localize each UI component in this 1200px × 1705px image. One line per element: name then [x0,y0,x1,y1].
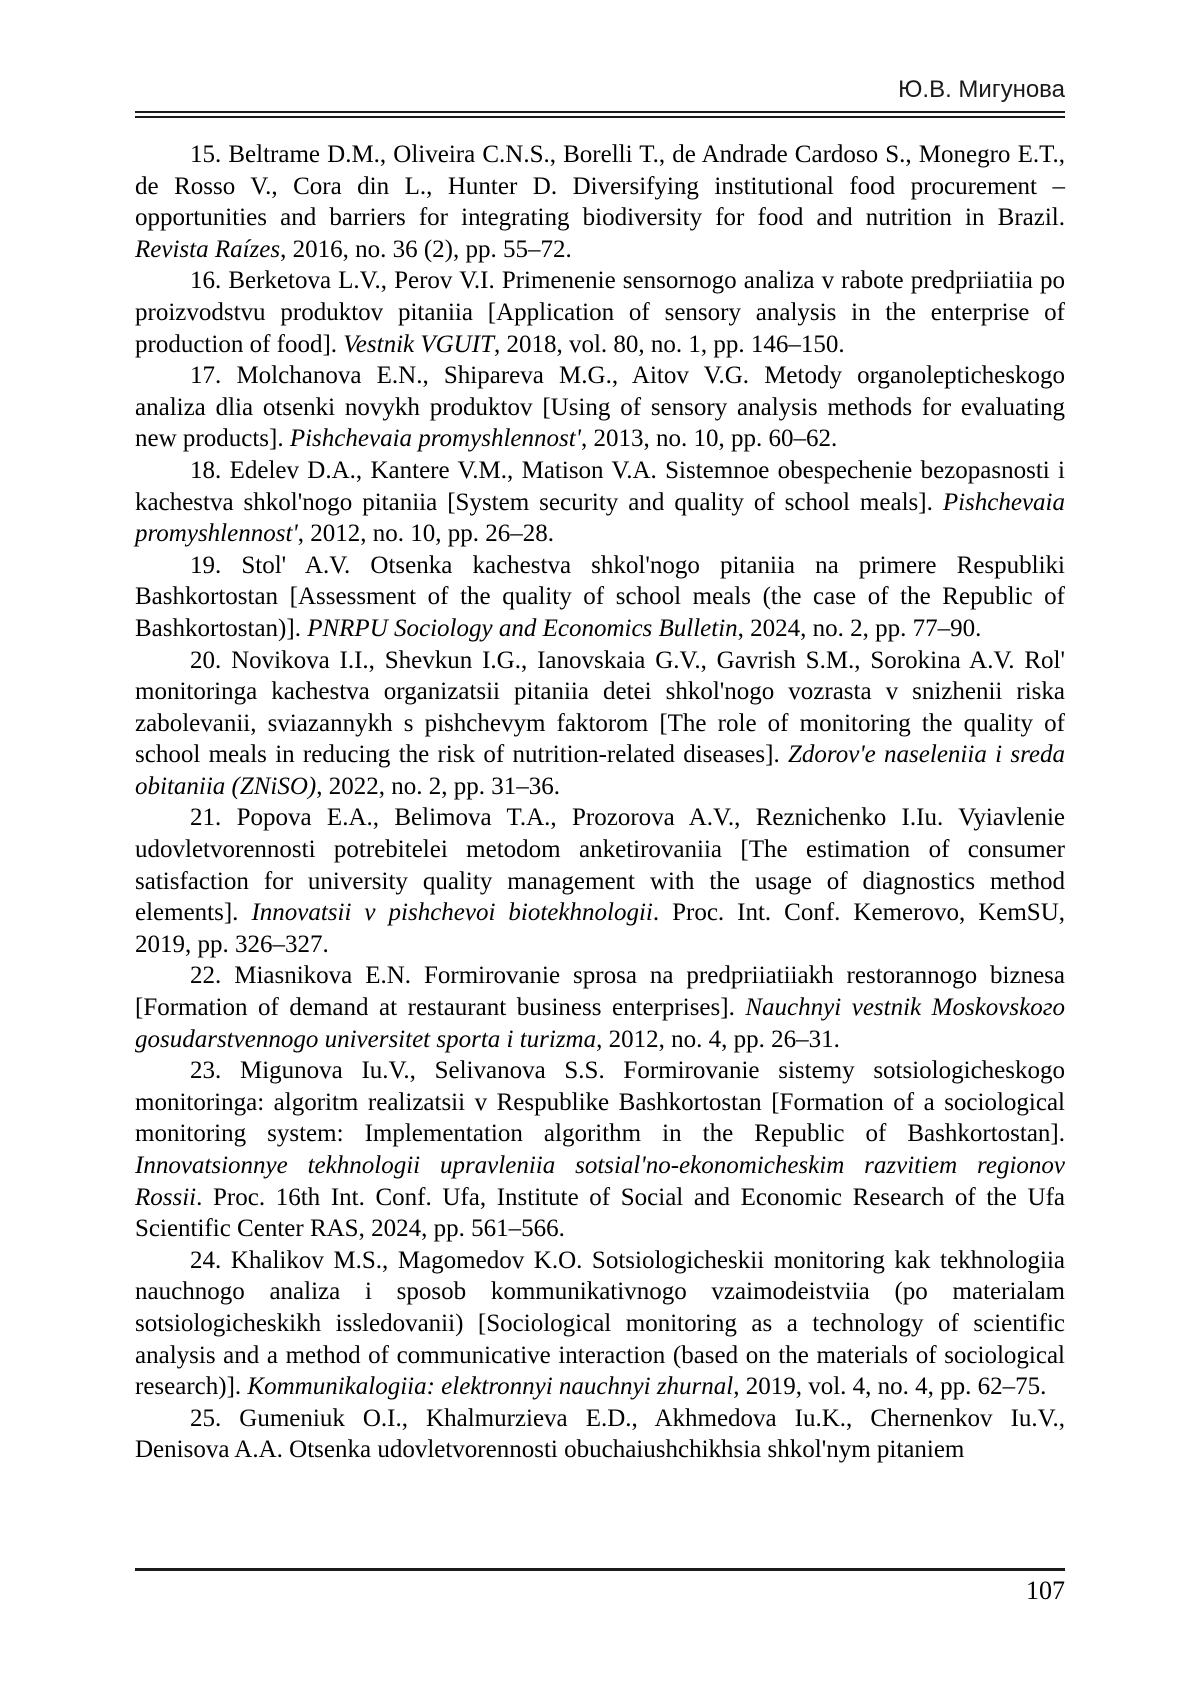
reference-item-22: 22. Miasnikova E.N. Formirovanie sprosa na predpriiatiiakh restorannogo biznesa [Formation of demand at restaurant business enterprises]. Nauchnyi vestnik Moskovskoго gosudarstvennogo universitet sporta i turizma, 2012, no. 4, pp. 26–31. [135,962,1065,1053]
header-rule [135,111,1065,118]
reference-item-15: 15. Beltrame D.M., Oliveira C.N.S., Borelli T., de Andrade Cardoso S., Monegro E.T., de Rosso V., Cora din L., Hunter D. Diversifying institutional food procurement – opportunities and barriers for integrating biodiversity for food and nutrition in Brazil. Revista Raízes, 2016, no. 36 (2), pp. 55–72. [135,141,1065,263]
reference-item-17: 17. Molchanova E.N., Shipareva M.G., Aitov V.G. Metody organolepticheskogo analiza dlia otsenki novykh produktov [Using of sensory analysis methods for evaluating new products]. Pishchevaia promyshlennost', 2013, no. 10, pp. 60–62. [135,362,1065,453]
reference-item-20: 20. Novikova I.I., Shevkun I.G., Ianovskaia G.V., Gavrish S.M., Sorokina A.V. Rol' monitoringa kachestva organizatsii pitaniia detei shkol'nogo vozrasta v snizhenii riska zabolevanii, sviazannykh s pishchevym faktorom [The role of monitoring the quality of school meals in reducing the risk of nutrition-related diseases]. Zdorov'e naseleniia i sreda obitaniia (ZNiSO), 2022, no. 2, pp. 31–36. [135,646,1065,800]
reference-item-25: 25. Gumeniuk O.I., Khalmurzieva E.D., Akhmedova Iu.K., Chernenkov Iu.V., Denisova A.A. Otsenka udovletvorennosti obuchaiushchikhsia shkol'nym pitaniem [135,1404,1065,1464]
footer-rule [135,1568,1065,1571]
reference-item-19: 19. Stol' A.V. Otsenka kachestva shkol'nogo pitaniia na primere Respubliki Bashkortostan [Assessment of the quality of school meals (the case of the Republic of Bashkortostan)]. PNRPU Sociology and Economics Bulletin, 2024, no. 2, pp. 77–90. [135,551,1065,642]
reference-item-18: 18. Edelev D.A., Kantere V.M., Matison V.A. Sistemnoe obespechenie bezopasnosti i kachestva shkol'nogo pitaniia [System security and quality of school meals]. Pishchevaia promyshlennost', 2012, no. 10, pp. 26–28. [135,456,1065,548]
page-footer [135,1568,1065,1606]
page-header [135,76,1065,104]
running-head-author: Ю.В. Мигунова [898,76,1065,103]
document-page [135,0,1065,1466]
reference-item-16: 16. Berketova L.V., Perov V.I. Primenenie sensornogo analiza v rabote predpriiatiia po proizvodstvu produktov pitaniia [Application of sensory analysis in the enterprise of production of food]. Vestnik VGUIT, 2018, vol. 80, no. 1, pp. 146–150. [135,267,1065,358]
reference-item-24: 24. Khalikov M.S., Magomedov K.O. Sotsiologicheskii monitoring kak tekhnologiia nauchnogo analiza i sposob kommunikativnogo vzaimodeistviia (po materialam sotsiologicheskikh issledovanii) [Sociological monitoring as a technology of scientific analysis and a method of communicative interaction (based on the materials of sociological research)]. Kommunikalogiia: elektronnyi nauchnyi zhurnal, 2019, vol. 4, no. 4, pp. 62–75. [135,1246,1065,1401]
references-list [135,139,1065,1466]
page-number: 107 [1026,1575,1065,1605]
reference-item-21: 21. Popova E.A., Belimova T.A., Prozorova A.V., Reznichenko I.Iu. Vyiavlenie udovletvorennosti potrebitelei metodom anketirovaniia [The estimation of consumer satisfaction for university quality management with the usage of diagnostics method elements]. Innovatsii v pishchevoi biotekhnologii. Proc. Int. Conf. Kemerovo, KemSU, 2019, pp. 326–327. [135,804,1065,958]
reference-item-23: 23. Migunova Iu.V., Selivanova S.S. Formirovanie sistemy sotsiologicheskogo monitoringa: algoritm realizatsii v Respublike Bashkortostan [Formation of a sociological monitoring system: Implementation algorithm in the Republic of Bashkortostan]. Innovatsionnye tekhnologii upravleniia sotsial'no-ekonomicheskim razvitiem regionov Rossii. Proc. 16th Int. Conf. Ufa, Institute of Social and Economic Research of the Ufa Scientific Center RAS, 2024, pp. 561–566. [135,1057,1065,1243]
